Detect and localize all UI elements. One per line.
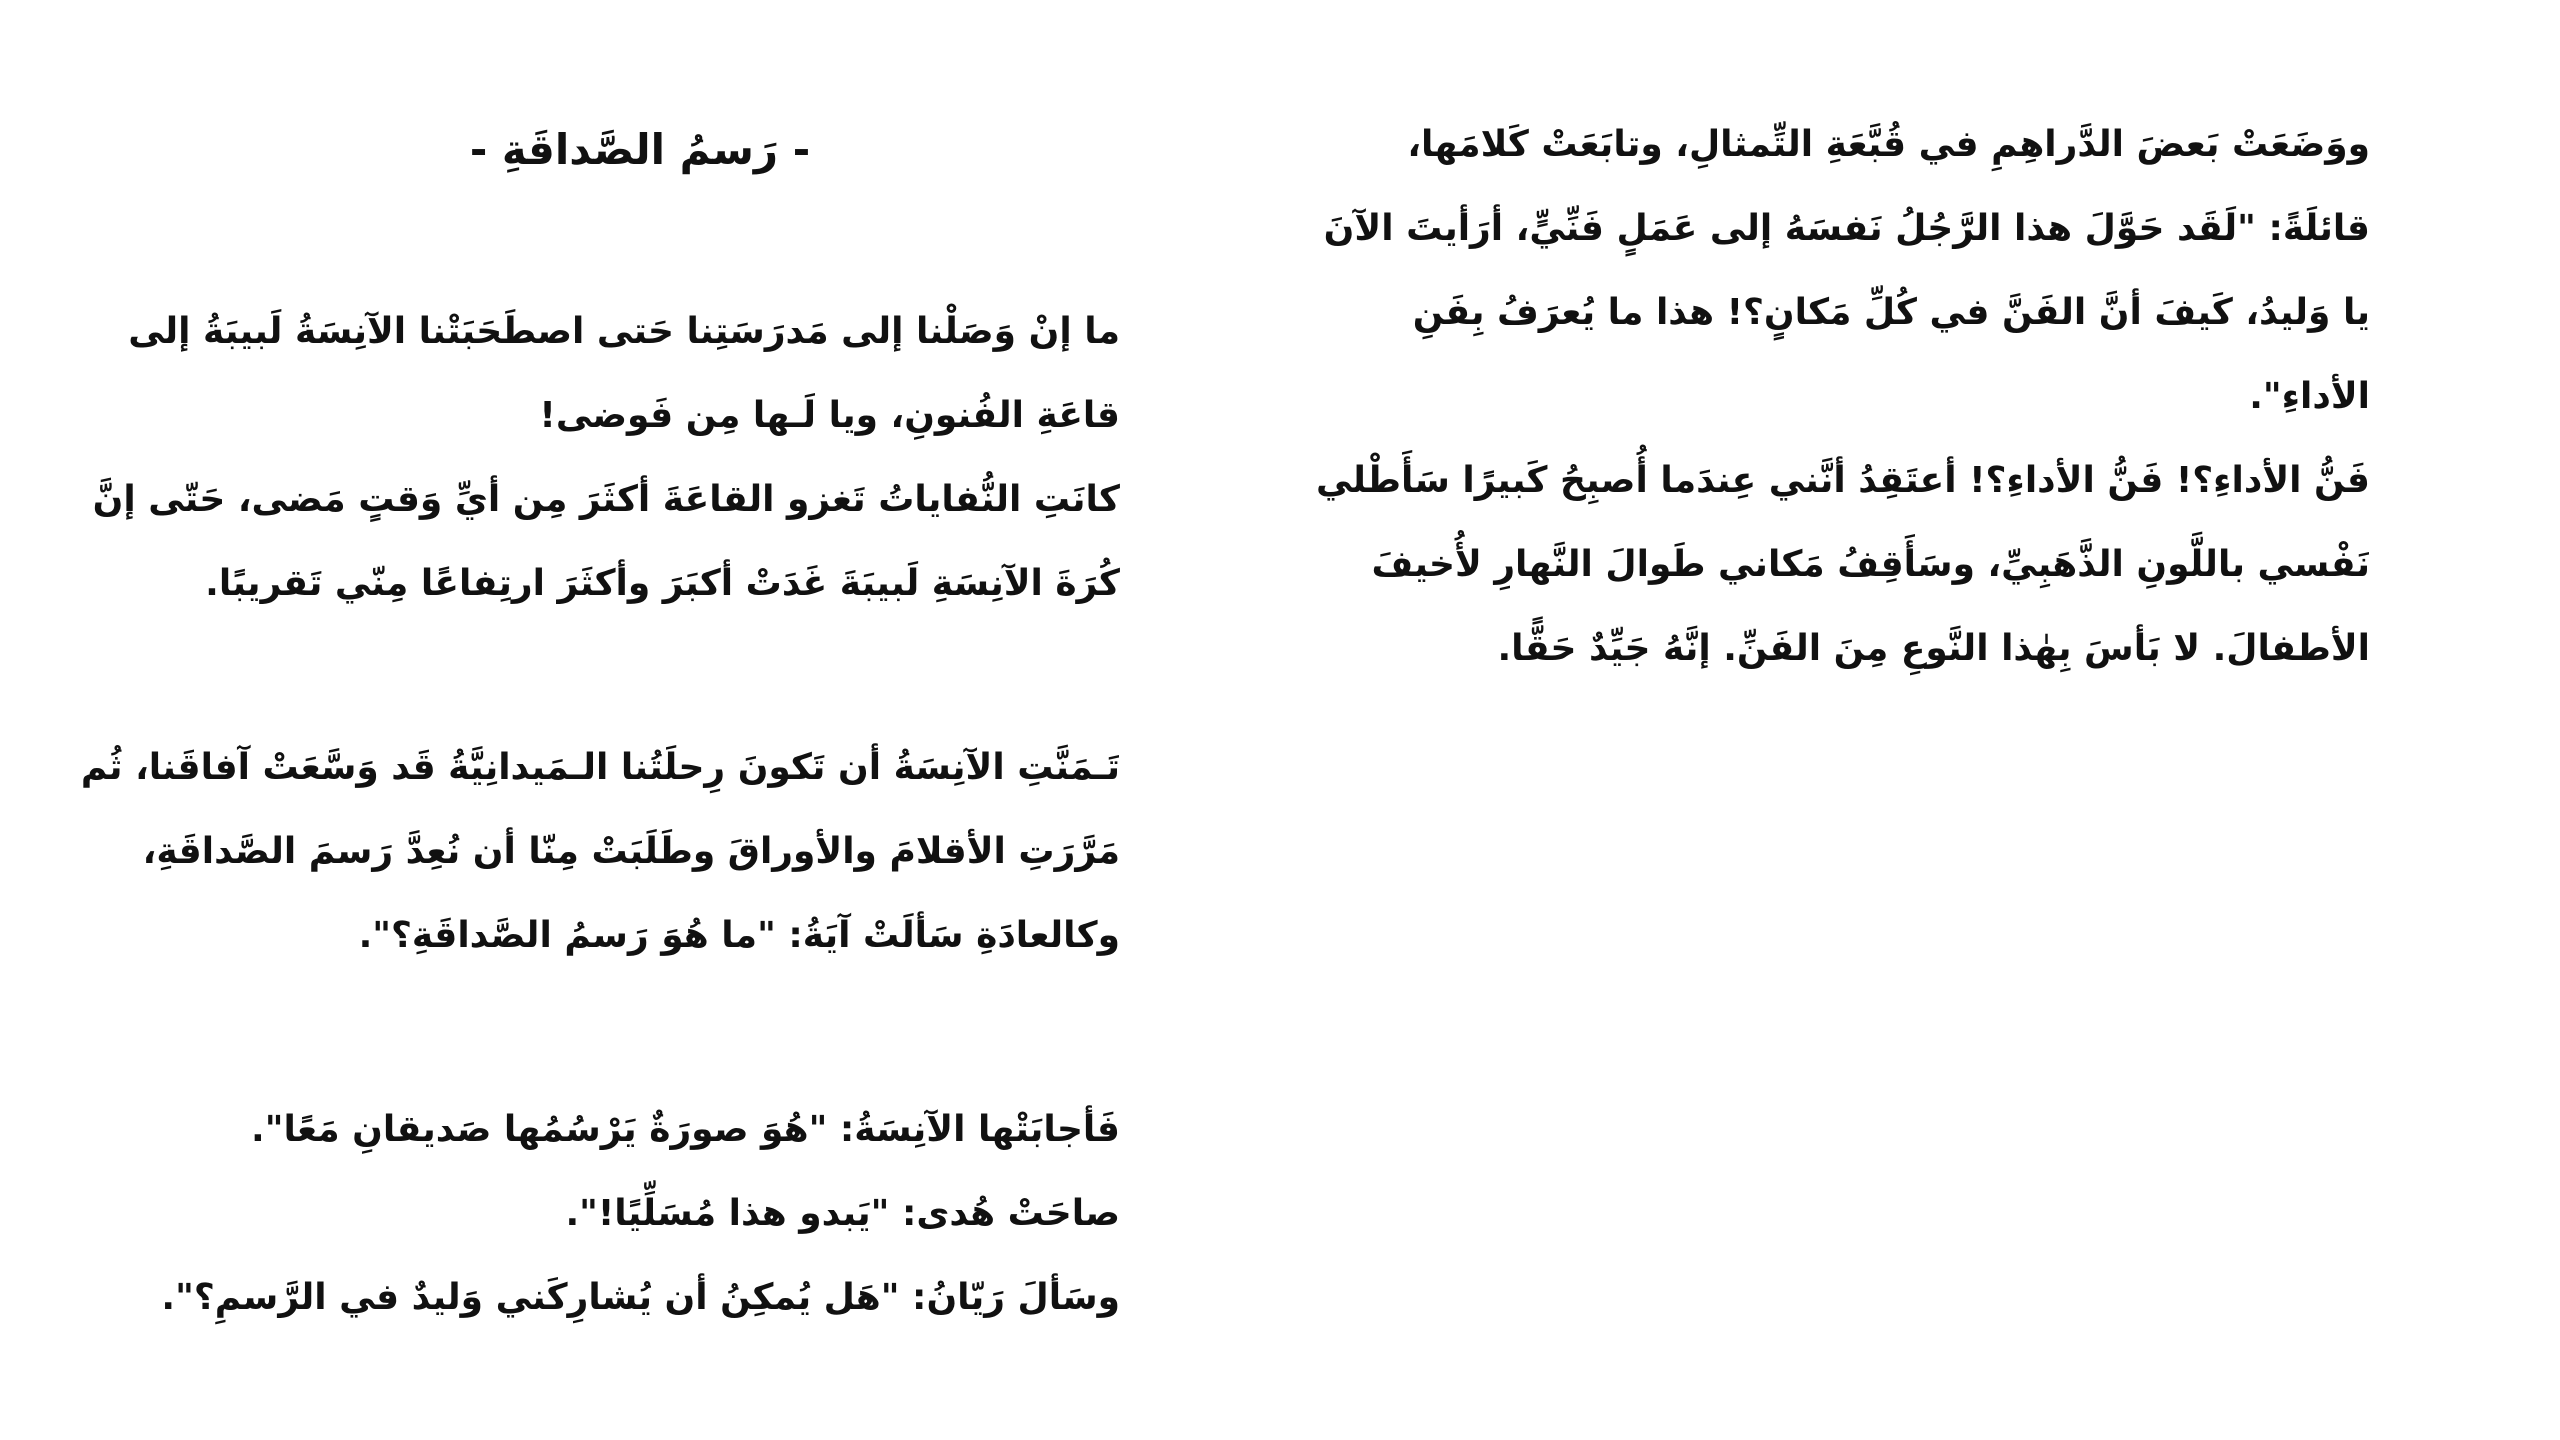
text-line: يا وَليدُ، كَيفَ أنَّ الفَنَّ في كُلِّ مَكانٍ؟! هذا ما يُعرَفُ بِفَنِ	[1412, 292, 2370, 333]
paragraph-1	[1323, 103, 2370, 439]
text-line: تَـمَنَّتِ الآنِسَةُ أن تَكونَ رِحلَتُنا الـمَيدانِيَّةُ قَد وَسَّعَتْ آفاقَنا، ثُم	[80, 747, 1120, 788]
text-line: كُرَةَ الآنِسَةِ لَبيبَةَ غَدَتْ أكبَرَ وأكثَرَ ارتِفاعًا مِنّي تَقريبًا.	[205, 563, 1120, 604]
paragraph-spacer	[120, 978, 1120, 1088]
text-line: مَرَّرَتِ الأقلامَ والأوراقَ وطَلَبَتْ مِنّا أن نُعِدَّ رَسمَ الصَّداقَةِ،	[142, 831, 1120, 872]
paragraph-2	[80, 726, 1120, 978]
text-line: ما إنْ وَصَلْنا إلى مَدرَسَتِنا حَتى اصطَحَبَتْنا الآنِسَةُ لَبيبَةُ إلى	[128, 311, 1120, 352]
text-line: نَفْسي باللَّونِ الذَّهَبِيِّ، وسَأَقِفُ مَكاني طَوالَ النَّهارِ لأُخيفَ	[1371, 544, 2370, 585]
story-title: - رَسمُ الصَّداقَةِ -	[469, 125, 811, 174]
right-page	[1280, 0, 2560, 1440]
text-line: كانَتِ النُّفاياتُ تَغزو القاعَةَ أكثَرَ مِن أيِّ وَقتٍ مَضى، حَتّى إنَّ	[92, 479, 1120, 520]
left-page-text	[80, 290, 1120, 1340]
text-line: فَنُّ الأداءِ؟! فَنُّ الأداءِ؟! أعتَقِدُ أنَّني عِندَما أُصبِحُ كَبيرًا سَأَطْلي	[1315, 460, 2370, 501]
paragraph-1	[92, 290, 1120, 626]
text-line: وسَألَ رَيّانُ: "هَل يُمكِنُ أن يُشارِكَني وَليدٌ في الرَّسمِ؟".	[161, 1277, 1120, 1318]
text-line: صاحَتْ هُدى: "يَبدو هذا مُسَلِّيًا!".	[565, 1193, 1120, 1234]
text-line: الأطفالَ. لا بَأسَ بِهٰذا النَّوعِ مِنَ الفَنِّ. إنَّهُ جَيِّدٌ حَقًّا.	[1497, 628, 2370, 669]
right-page-text	[1315, 103, 2370, 691]
text-line: قائلَةً: "لَقَد حَوَّلَ هذا الرَّجُلُ نَفسَهُ إلى عَمَلٍ فَنِّيٍّ، أرَأيتَ الآنَ	[1323, 208, 2370, 249]
paragraph-2	[1315, 439, 2370, 691]
text-line: قاعَةِ الفُنونِ، ويا لَـها مِن فَوضى!	[539, 395, 1120, 436]
paragraph-3	[120, 1088, 1120, 1340]
text-line: الأداءِ".	[2249, 376, 2370, 417]
text-line: فَأجابَتْها الآنِسَةُ: "هُوَ صورَةٌ يَرْسُمُها صَديقانِ مَعًا".	[251, 1109, 1120, 1150]
text-line: وكالعادَةِ سَألَتْ آيَةُ: "ما هُوَ رَسمُ الصَّداقَةِ؟".	[358, 915, 1120, 956]
paragraph-spacer	[120, 626, 1120, 726]
text-line: ووَضَعَتْ بَعضَ الدَّراهِمِ في قُبَّعَةِ التِّمثالِ، وتابَعَتْ كَلامَها،	[1407, 124, 2370, 165]
